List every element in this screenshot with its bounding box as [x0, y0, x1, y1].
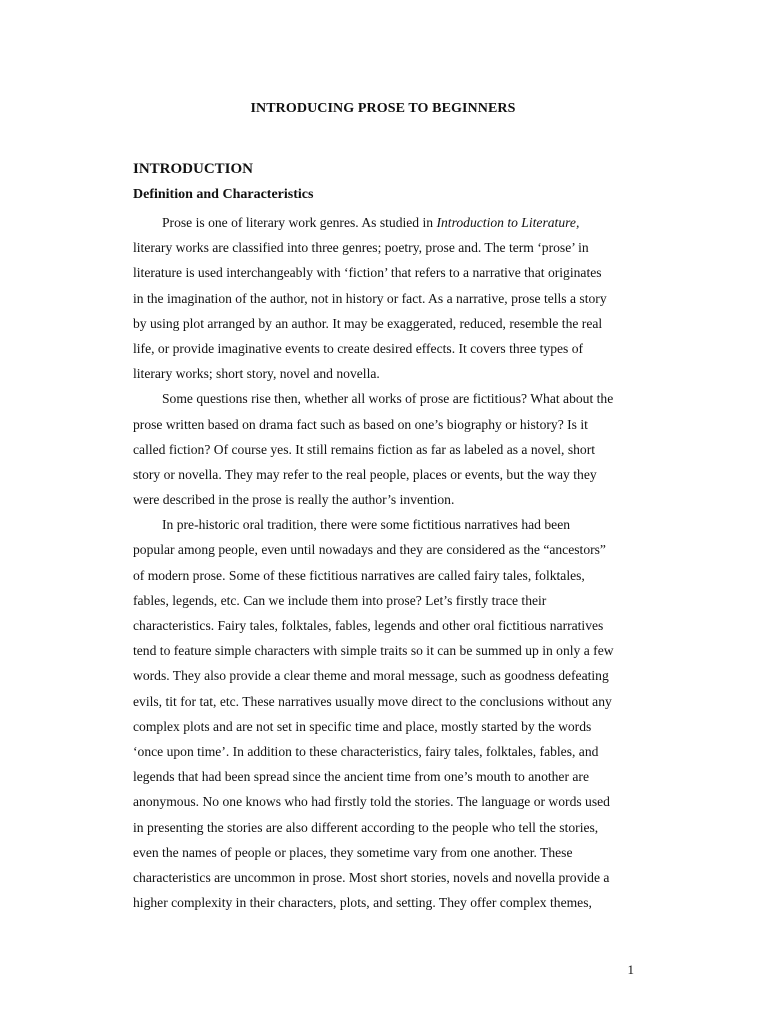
text-line-content: Some questions rise then, whether all works of prose are fictitious? What about the	[162, 391, 614, 407]
text-line-content: literary works are classified into three genres; poetry, prose and. The term ‘prose’ in	[133, 240, 589, 256]
text-line-content: tend to feature simple characters with simple traits so it can be summed up in only a few	[133, 643, 614, 659]
text-line-content: of modern prose. Some of these fictitious narratives are called fairy tales, folktales,	[133, 567, 585, 583]
text-line-content: called fiction? Of course yes. It still remains fiction as far as labeled as a novel, short	[133, 441, 596, 457]
text-line-content: characteristics are uncommon in prose. Most short stories, novels and novella provide a	[133, 869, 610, 885]
text-line	[133, 537, 643, 562]
text-line-content: legends that had been spread since the ancient time from one’s mouth to another are	[133, 769, 589, 785]
text-line	[133, 512, 643, 537]
text-line	[133, 311, 643, 336]
text-line	[133, 462, 643, 487]
italic-book-title: Introduction to Literature,	[436, 215, 580, 230]
text-line-content: by using plot arranged by an author. It may be exaggerated, reduced, resemble the real	[133, 315, 603, 331]
text-line-content: evils, tit for tat, etc. These narratives usually move direct to the conclusions without any	[133, 693, 612, 709]
text-line-content: life, or provide imaginative events to create desired effects. It covers three types of	[133, 340, 584, 356]
text-line	[133, 789, 643, 814]
text-line	[133, 689, 643, 714]
text-line	[133, 336, 643, 361]
text-line-content: Prose is one of literary work genres. As studied in	[162, 215, 437, 230]
text-line	[133, 764, 643, 789]
body-text	[133, 210, 643, 915]
section-heading: INTRODUCTION	[133, 161, 254, 177]
text-line	[133, 815, 643, 840]
text-line-content: ‘once upon time’. In addition to these characteristics, fairy tales, folktales, fables, and	[133, 743, 599, 759]
text-line-content: characteristics. Fairy tales, folktales, fables, legends and other oral fictitious narratives	[133, 618, 604, 633]
text-line	[133, 487, 643, 512]
text-line-content: literary works; short story, novel and novella.	[133, 366, 380, 382]
text-line	[133, 890, 643, 915]
text-line-content: prose written based on drama fact such as based on one’s biography or history? Is it	[133, 416, 588, 432]
text-line	[133, 638, 643, 663]
text-line	[133, 386, 643, 411]
text-line	[133, 865, 643, 890]
text-line-content: story or novella. They may refer to the real people, places or events, but the way they	[133, 466, 597, 482]
text-line	[133, 412, 643, 437]
text-line-content: even the names of people or places, they sometime vary from one another. These	[133, 844, 573, 860]
text-line	[133, 286, 643, 311]
text-line	[133, 739, 643, 764]
text-line	[133, 840, 643, 865]
text-line-content: in presenting the stories are also different according to the people who tell the stories,	[133, 819, 599, 835]
text-line-content: literature is used interchangeably with ‘fiction’ that refers to a narrative that originates	[133, 265, 602, 281]
text-line-content: higher complexity in their characters, plots, and setting. They offer complex themes,	[133, 895, 592, 911]
text-line	[133, 235, 643, 260]
text-line	[133, 361, 643, 386]
text-line	[133, 563, 643, 588]
document-title: INTRODUCING PROSE TO BEGINNERS	[250, 101, 516, 116]
text-line-content: anonymous. No one knows who had firstly told the stories. The language or words used	[133, 794, 610, 810]
text-line	[133, 714, 643, 739]
page-number: 1	[627, 962, 634, 977]
text-line	[133, 588, 643, 613]
text-line	[133, 613, 643, 638]
text-line-content: In pre-historic oral tradition, there were some fictitious narratives had been	[162, 517, 571, 533]
text-line-content: were described in the prose is really the author’s invention.	[133, 492, 455, 508]
text-line-content: fables, legends, etc. Can we include them into prose? Let’s firstly trace their	[133, 592, 547, 608]
text-line	[133, 437, 643, 462]
text-line-content: popular among people, even until nowadays and they are considered as the “ancestors”	[133, 542, 606, 558]
text-line-content: words. They also provide a clear theme and moral message, such as goodness defeating	[133, 668, 609, 684]
text-line	[133, 260, 643, 285]
text-line-content: in the imagination of the author, not in history or fact. As a narrative, prose tells a story	[133, 290, 607, 306]
sub-heading: Definition and Characteristics	[133, 187, 314, 202]
text-line	[133, 663, 643, 688]
text-line	[133, 210, 643, 235]
text-line-content: complex plots and are not set in specific time and place, mostly started by the words	[133, 718, 592, 734]
